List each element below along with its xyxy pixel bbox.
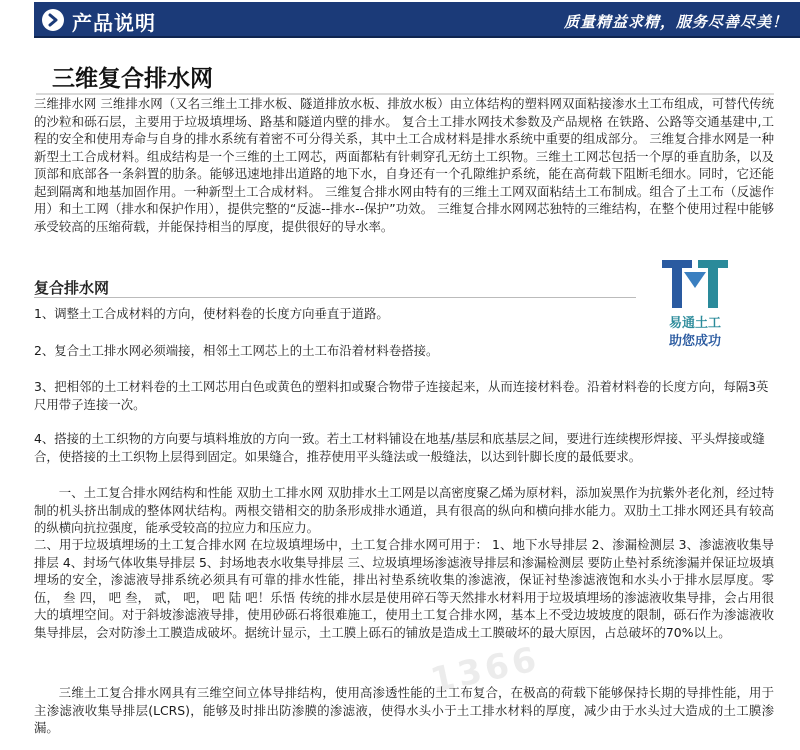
section-title: 复合排水网	[34, 279, 110, 297]
logo-text-line2: 助您成功	[668, 334, 721, 349]
header-bar	[34, 2, 800, 38]
summary-paragraph: 三维土工复合排水网具有三维空间立体导排结构，使用高渗透性能的土工布复合，在极高的荷载下能够保持长期的导排性能，用于主渗滤液收集导排层(LCRS)，能够及时排出防渗膜的渗滤液，使得水头小于土工排水材料的厚度，减少由于水头过大造成的土工膜渗漏。	[34, 685, 774, 735]
list-item: 1、调整土工合成材料的方向，使材料卷的长度方向垂直于道路。	[34, 306, 389, 321]
landfill-paragraph: 二、用于垃圾填埋场的土工复合排水网 在垃圾填埋场中，土工复合排水网可用于： 1、地下水导排层 2、渗漏检测层 3、渗滤液收集导排层 4、封场气体收集导排层 5、封场地表水收集导排层 三、垃圾填埋场渗滤液导排层和渗漏检测层 要防止垫衬系统渗漏并保证垃圾填埋场的安全，渗滤液导排系统必须具有可靠的排水性能，排出衬垫系统收集的渗滤液，保证衬垫渗滤液饱和水头小于排水层厚度。零 伍， 叁 四， 吧 叁， 贰， 吧， 吧 陆 吧！乐悟 传统的排水层是使用碎石等天然排水材料用于垃圾填埋场的渗滤液收集导排，会占用很大的填埋空间。对于斜坡渗滤液导排，使用砂砾石将很难施工，使用土工复合排水网，基本上不受边坡坡度的限制，砾石作为渗滤液收集导排层，会对防渗土工膜造成破坏。据统计显示，土工膜上砾石的铺放是造成土工膜破坏的最大原因，占总破坏的70%以上。	[34, 537, 774, 640]
list-item: 4、搭接的土工织物的方向要与填料堆放的方向一致。若土工材料铺设在地基/基层和底基层之间，要进行连续楔形焊接、平头焊接或缝合，使搭接的土工织物上层得到固定。如果缝合，推荐使用平头缝法或一般缝法，以达到针脚长度的最低要求。	[34, 431, 765, 464]
header-title: 产品说明	[72, 11, 156, 35]
list-item: 3、把相邻的土工材料卷的土工网芯用白色或黄色的塑料扣或聚合物带子连接起来，从而连接材料卷。沿着材料卷的长度方向，每隔3英尺用带子连接一次。	[34, 379, 769, 412]
section-divider	[34, 297, 636, 298]
chevron-right-icon	[42, 9, 64, 31]
watermark: 1366	[427, 638, 544, 702]
header-slogan: 质量精益求精，服务尽善尽美！	[563, 13, 788, 31]
structure-paragraph: 一、土工复合排水网结构和性能 双肋土工排水网 双肋排水土工网是以高密度聚乙烯为原材料，添加炭黑作为抗紫外老化剂，经过特制的机头挤出制成的整体网状结构。两根交错相交的肋条形成排水通道，具有很高的纵向和横向排水能力。双肋土工排水网还具有较高的纵横向抗拉强度，能承受较高的拉应力和压应力。	[34, 485, 774, 535]
intro-paragraph: 三维排水网 三维排水网（又名三维土工排水板、隧道排放水板、排放水板）由立体结构的塑料网双面粘接渗水土工布组成，可替代传统的沙粒和砾石层，主要用于垃圾填埋场、路基和隧道内壁的排水。 复合土工排水网技术参数及产品规格 在铁路、公路等交通基建中,工程的安全和使用寿命与自身的排水系统有着密不可分得关系，其中土工合成材料是排水系统中重要的组成部分。 三维复合排水网是一种新型土工合成材料。组成结构是一个三维的土工网芯，两面都粘有针刺穿孔无纺土工织物。三维土工网芯包括一个厚的垂直肋条，以及顶部和底部各一条斜置的肋条。能够迅速地排出道路的地下水，自身还有一个孔隙维护系统，能在高荷载下阻断毛细水。同时，它还能起到隔离和地基加固作用。一种新型土工合成材料。 三维复合排水网由特有的三维土工网双面粘结土工布制成。组合了土工布（反滤作用）和土工网（排水和保护作用），提供完整的“反滤--排水--保护”功效。 三维复合排水网网芯独特的三维结构，在整个使用过程中能够承受较高的压缩荷载，并能保持相当的厚度，提供很好的导水率。	[34, 96, 774, 234]
list-item: 2、复合土工排水网必须端接，相邻土工网芯上的土工布沿着材料卷搭接。	[34, 343, 439, 358]
logo-text-line1: 易通土工	[668, 316, 721, 331]
page-title: 三维复合排水网	[52, 66, 213, 92]
